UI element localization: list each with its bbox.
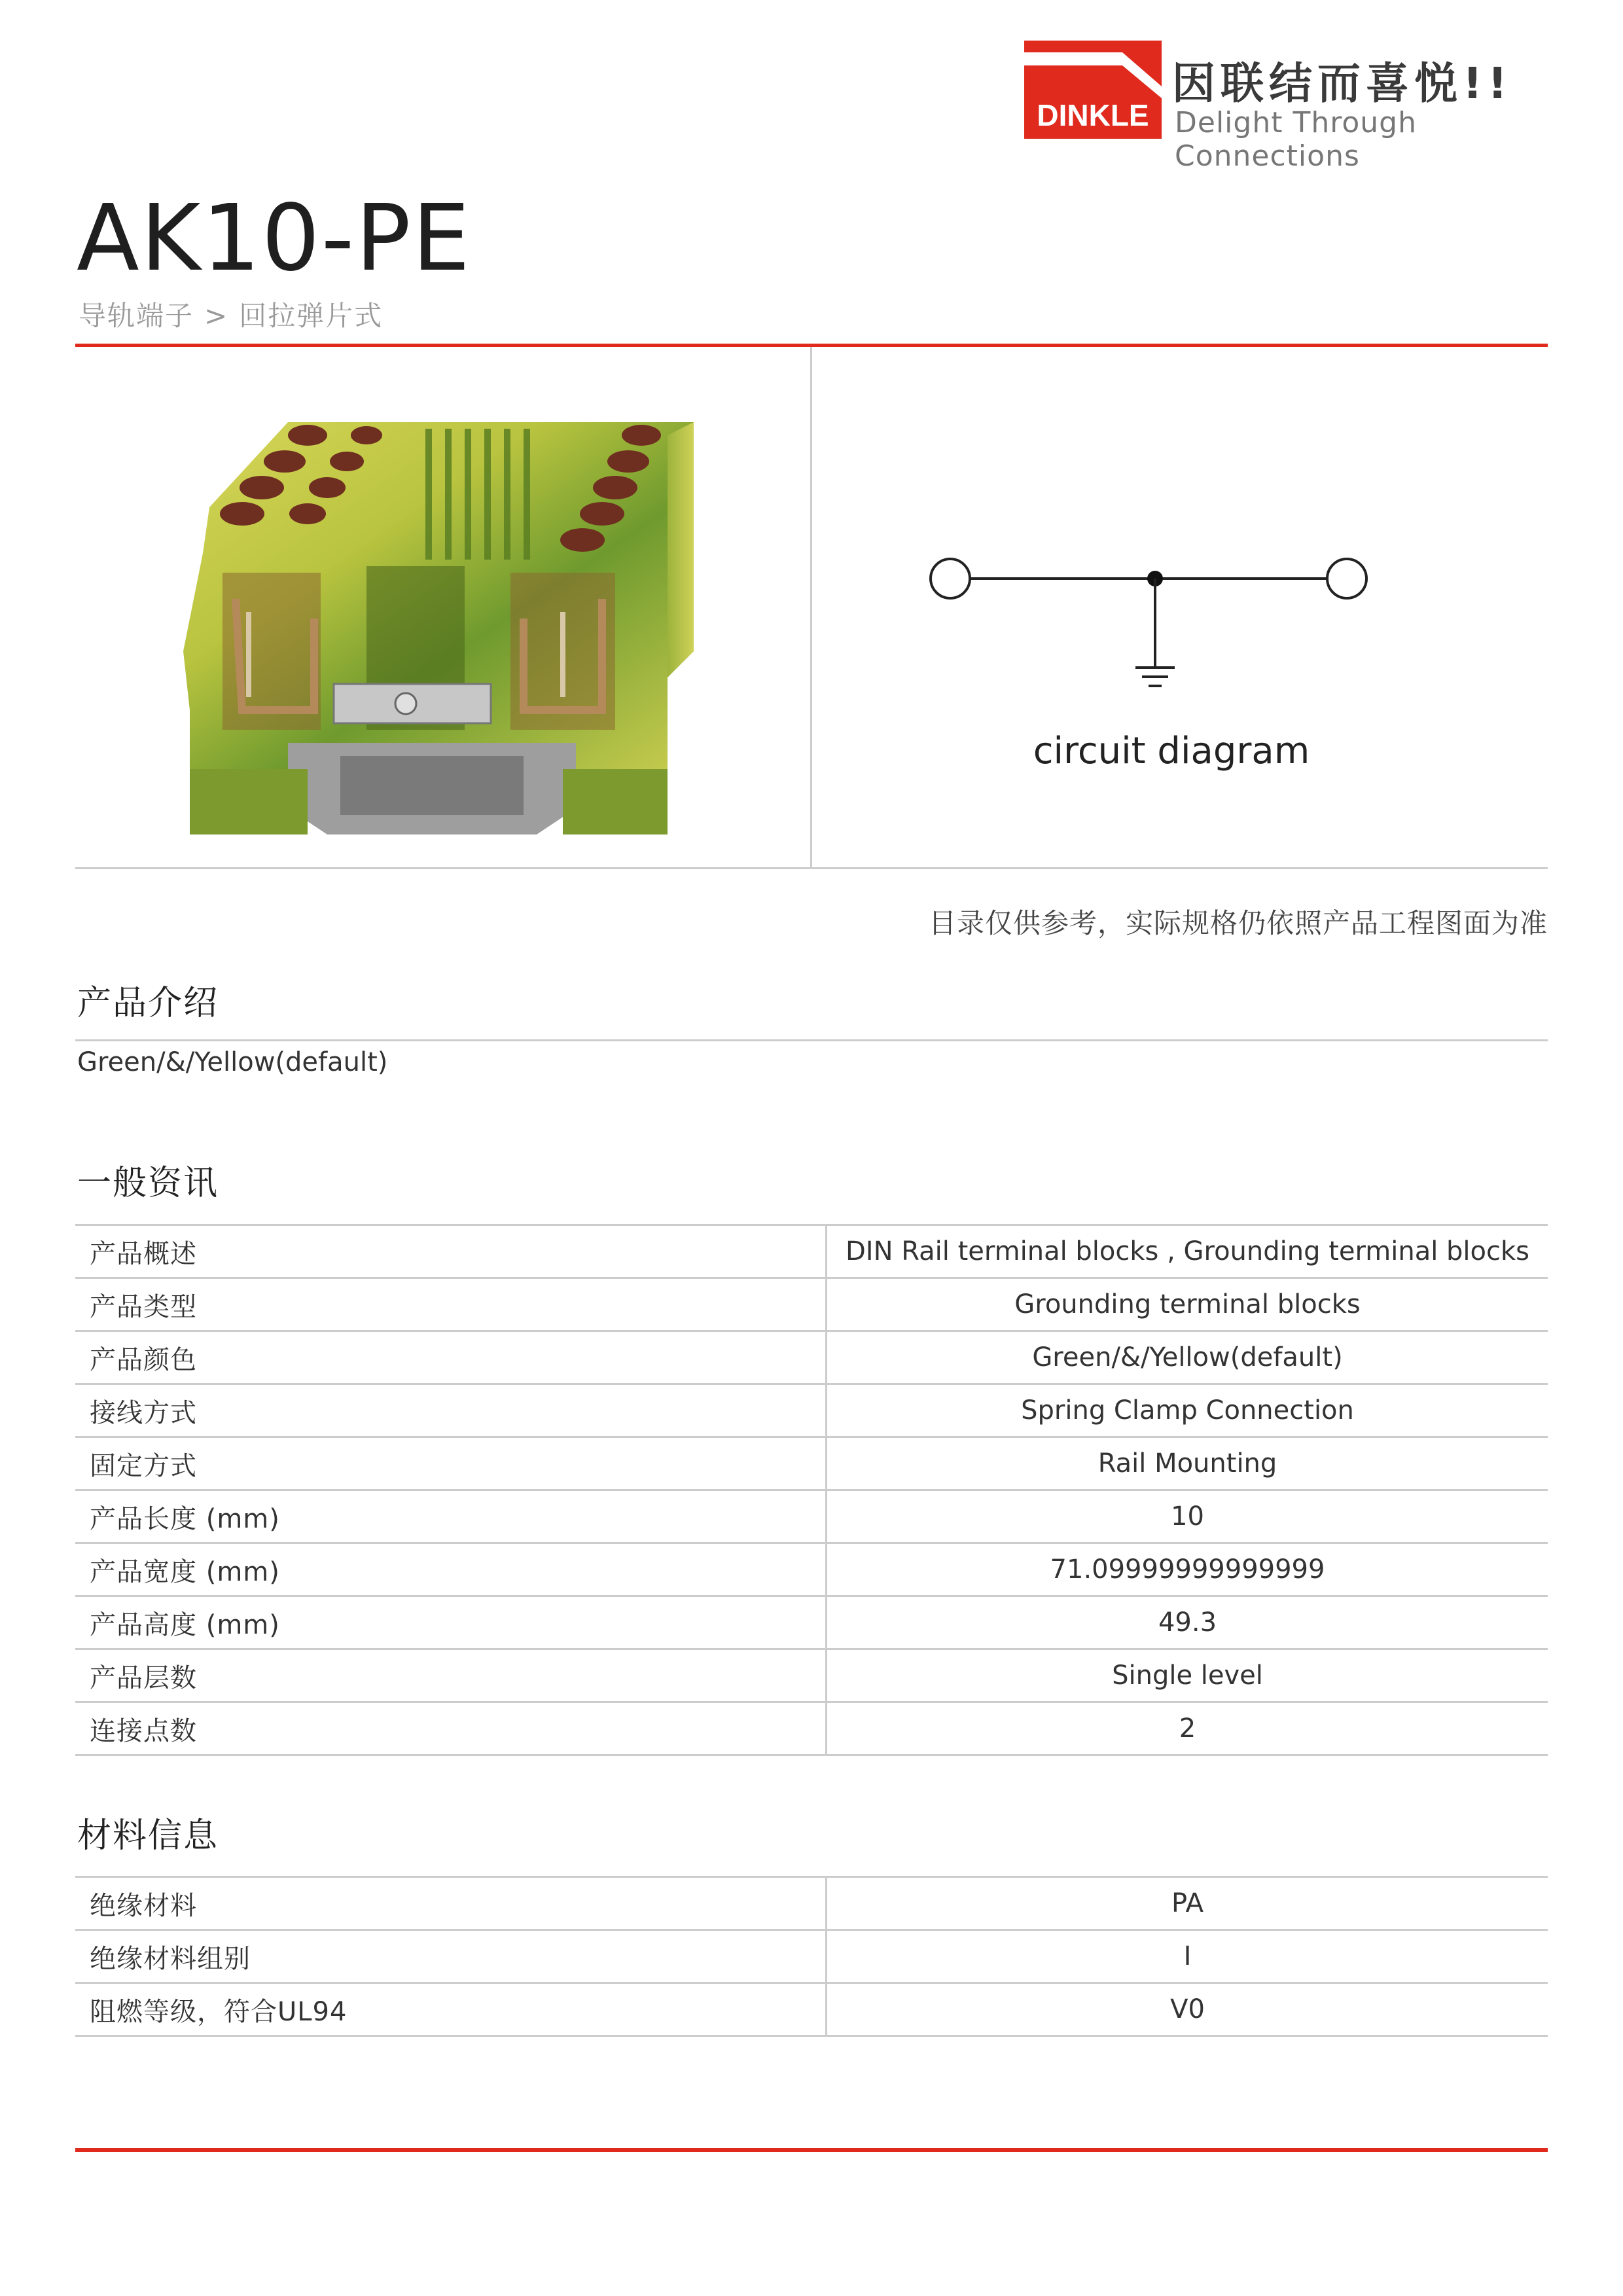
breadcrumb-subcategory[interactable]: 回拉弹片式 [239,300,383,332]
table-row [75,1543,1548,1596]
table-row [75,1702,1548,1755]
table-row [75,1437,1548,1490]
figure-divider [810,347,812,867]
intro-text: Green/&/Yellow(default) [77,1047,388,1077]
spec-label: 接线方式 [75,1384,827,1437]
circuit-caption: circuit diagram [1033,730,1310,772]
spec-value: I [827,1930,1548,1983]
table-row [75,1225,1548,1278]
material-spec-table [75,1876,1548,2037]
spec-value: PA [827,1877,1548,1930]
breadcrumb-separator: > [204,300,229,332]
table-row [75,1384,1548,1437]
brand-slogan: 因联结而喜悦!! [1172,58,1513,109]
spec-label: 阻燃等级，符合UL94 [75,1983,827,2036]
table-row [75,1278,1548,1331]
general-spec-table [75,1224,1548,1756]
spec-value: Green/&/Yellow(default) [827,1331,1548,1384]
spec-label: 产品类型 [75,1278,827,1331]
spec-value: 71.09999999999999 [827,1543,1548,1596]
disclaimer-note: 目录仅供参考，实际规格仍依照产品工程图面为准 [928,907,1548,939]
spec-label: 固定方式 [75,1437,827,1490]
intro-rule [75,1039,1548,1041]
spec-label: 产品高度 (mm) [75,1596,827,1649]
product-photo [170,403,713,874]
logo-wordmark: DINKLE [1037,98,1149,132]
spec-label: 绝缘材料 [75,1877,827,1930]
spec-label: 产品长度 (mm) [75,1490,827,1543]
breadcrumb [79,295,393,334]
section-heading-material: 材料信息 [77,1816,219,1856]
breadcrumb-category[interactable]: 导轨端子 [79,300,194,332]
table-row [75,1877,1548,1930]
ground-icon [1135,668,1175,686]
table-row [75,1983,1548,2036]
table-row [75,1331,1548,1384]
section-heading-general: 一般资讯 [77,1164,219,1203]
spec-label: 绝缘材料组别 [75,1930,827,1983]
spec-value: Spring Clamp Connection [827,1384,1548,1437]
spec-label: 产品层数 [75,1649,827,1702]
table-row [75,1490,1548,1543]
bottom-divider [75,2148,1548,2152]
spec-value: Single level [827,1649,1548,1702]
dinkle-logo [1024,41,1162,139]
spec-label: 产品颜色 [75,1331,827,1384]
brand-header [1024,41,1548,173]
terminal-left-icon [931,559,970,598]
circuit-diagram [910,537,1407,707]
spec-label: 连接点数 [75,1702,827,1755]
spec-label: 产品宽度 (mm) [75,1543,827,1596]
section-heading-intro: 产品介绍 [77,984,219,1023]
spec-label: 产品概述 [75,1225,827,1278]
brand-tagline: Delight Through Connections [1175,106,1417,173]
page-title: AK10-PE [77,185,472,292]
spec-value: V0 [827,1983,1548,2036]
spec-value: Rail Mounting [827,1437,1548,1490]
table-row [75,1596,1548,1649]
terminal-right-icon [1327,559,1366,598]
spec-value: 2 [827,1702,1548,1755]
spec-value: 49.3 [827,1596,1548,1649]
table-row [75,1930,1548,1983]
table-row [75,1649,1548,1702]
spec-value: 10 [827,1490,1548,1543]
spec-value: Grounding terminal blocks [827,1278,1548,1331]
spec-value: DIN Rail terminal blocks , Grounding terminal blocks [827,1225,1548,1278]
